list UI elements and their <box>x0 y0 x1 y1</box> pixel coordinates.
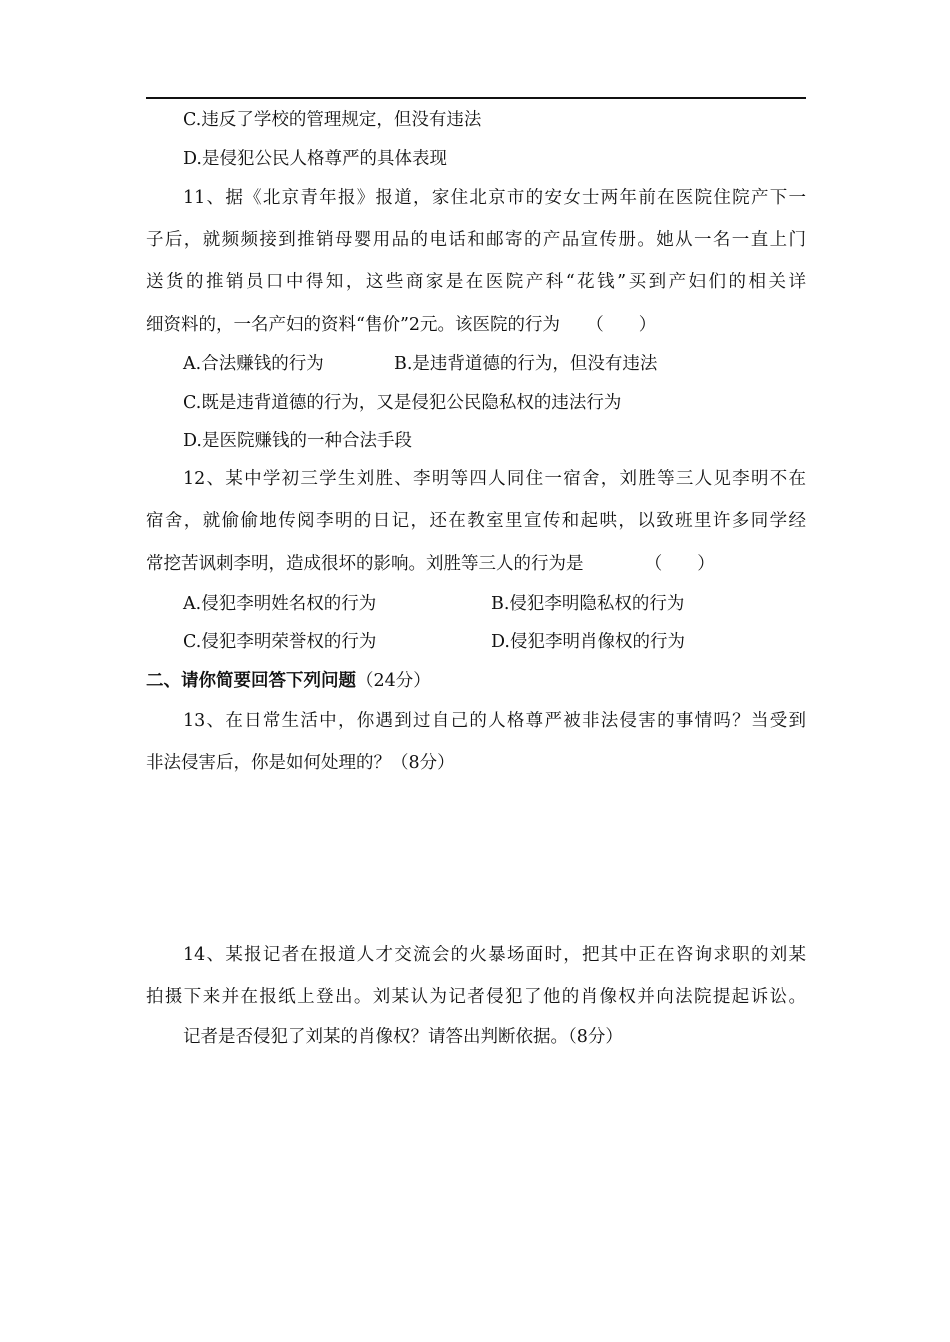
q12-line-3: 常挖苦讽刺李明，造成很坏的影响。刘胜等三人的行为是 （ ） <box>146 554 715 574</box>
q11-option-a: A.合法赚钱的行为 <box>183 354 324 374</box>
q12-option-d: D.侵犯李明肖像权的行为 <box>491 632 685 652</box>
q12-line-2: 宿舍，就偷偷地传阅李明的日记，还在教室里宣传和起哄，以致班里许多同学经 <box>146 511 806 531</box>
q12-option-c: C.侵犯李明荣誉权的行为 <box>183 632 377 652</box>
q11-line-4: 细资料的，一名产妇的资料“售价”2元。该医院的行为 （ ） <box>146 315 657 335</box>
q11-option-c: C.既是违背道德的行为，又是侵犯公民隐私权的违法行为 <box>183 393 622 413</box>
q11-line-2: 子后，就频频接到推销母婴用品的电话和邮寄的产品宣传册。她从一名一直上门 <box>146 230 806 250</box>
q13-line-1: 13、在日常生活中，你遇到过自己的人格尊严被非法侵害的事情吗？当受到 <box>183 711 806 731</box>
q14-line-3: 记者是否侵犯了刘某的肖像权？请答出判断依据。（8分） <box>183 1027 623 1047</box>
section-heading-points: （24分） <box>356 671 431 691</box>
q11-option-d: D.是医院赚钱的一种合法手段 <box>183 431 412 451</box>
q12-option-b: B.侵犯李明隐私权的行为 <box>491 594 685 614</box>
q11-line-1: 11、据《北京青年报》报道，家住北京市的安女士两年前在医院住院产下一 <box>183 188 806 208</box>
q12-option-a: A.侵犯李明姓名权的行为 <box>183 594 377 614</box>
q12-line-1: 12、某中学初三学生刘胜、李明等四人同住一宿舍，刘胜等三人见李明不在 <box>183 469 806 489</box>
section-heading <box>146 669 806 693</box>
q10-option-d: D.是侵犯公民人格尊严的具体表现 <box>183 149 447 169</box>
q11-line-3: 送货的推销员口中得知，这些商家是在医院产科“花钱”买到产妇们的相关详 <box>146 272 806 292</box>
q14-line-1: 14、某报记者在报道人才交流会的火暴场面时，把其中正在咨询求职的刘某 <box>183 945 806 965</box>
header-rule <box>146 97 806 99</box>
section-heading-title: 二、请你简要回答下列问题 <box>146 671 356 691</box>
q11-options-ab <box>183 352 806 376</box>
q13-line-2: 非法侵害后，你是如何处理的？（8分） <box>146 753 455 773</box>
q14-line-2: 拍摄下来并在报纸上登出。刘某认为记者侵犯了他的肖像权并向法院提起诉讼。 <box>146 987 806 1007</box>
q11-option-b: B.是违背道德的行为，但没有违法 <box>394 354 658 374</box>
q10-option-c: C.违反了学校的管理规定，但没有违法 <box>183 110 482 130</box>
q12-options-ab <box>183 592 806 616</box>
q12-options-cd <box>183 630 806 654</box>
